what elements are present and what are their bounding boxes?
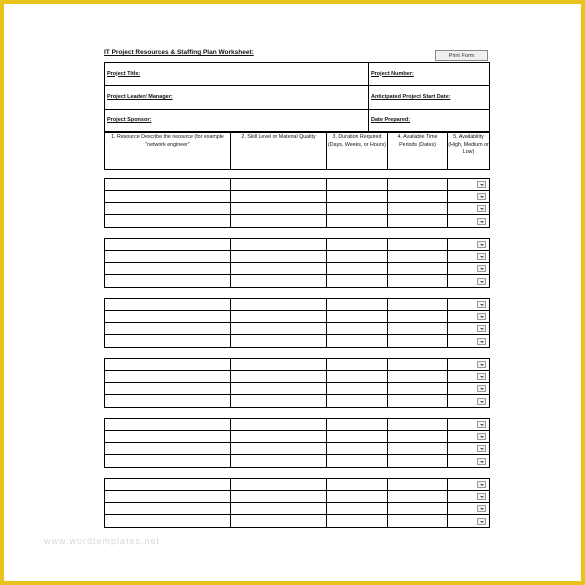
availability-cell[interactable] xyxy=(448,263,489,274)
date-prepared-field[interactable]: Date Prepared: xyxy=(371,117,411,123)
resource-cell[interactable] xyxy=(105,359,231,370)
skill-cell[interactable] xyxy=(231,443,327,454)
resource-cell[interactable] xyxy=(105,431,231,442)
available-time-cell[interactable] xyxy=(388,503,448,514)
table-row xyxy=(105,443,489,455)
resource-cell[interactable] xyxy=(105,203,231,214)
skill-cell[interactable] xyxy=(231,251,327,262)
resource-cell[interactable] xyxy=(105,491,231,502)
availability-cell[interactable] xyxy=(448,299,489,310)
chevron-down-icon[interactable] xyxy=(477,301,486,308)
available-time-cell[interactable] xyxy=(388,383,448,394)
available-time-cell[interactable] xyxy=(388,335,448,347)
table-row xyxy=(105,431,489,443)
resource-cell[interactable] xyxy=(105,311,231,322)
resource-cell[interactable] xyxy=(105,455,231,467)
chevron-down-icon[interactable] xyxy=(477,361,486,368)
column-header-resource: 1. Resource Describe the resource (for example "network engineer" xyxy=(105,133,231,169)
resource-cell[interactable] xyxy=(105,179,231,190)
skill-cell[interactable] xyxy=(231,419,327,430)
duration-cell[interactable] xyxy=(327,479,388,490)
available-time-cell[interactable] xyxy=(388,443,448,454)
resource-cell[interactable] xyxy=(105,419,231,430)
resource-cell[interactable] xyxy=(105,371,231,382)
availability-cell[interactable] xyxy=(448,515,489,527)
skill-cell[interactable] xyxy=(231,371,327,382)
skill-cell[interactable] xyxy=(231,503,327,514)
duration-cell[interactable] xyxy=(327,179,388,190)
resource-cell[interactable] xyxy=(105,191,231,202)
resource-cell[interactable] xyxy=(105,443,231,454)
resource-block xyxy=(104,478,490,528)
availability-cell[interactable] xyxy=(448,335,489,347)
duration-cell[interactable] xyxy=(327,455,388,467)
skill-cell[interactable] xyxy=(231,359,327,370)
availability-cell[interactable] xyxy=(448,431,489,442)
project-number-field[interactable]: Project Number: xyxy=(371,70,414,77)
chevron-down-icon[interactable] xyxy=(477,493,486,500)
availability-cell[interactable] xyxy=(448,323,489,334)
chevron-down-icon[interactable] xyxy=(477,278,486,285)
resource-cell[interactable] xyxy=(105,299,231,310)
duration-cell[interactable] xyxy=(327,371,388,382)
resource-cell[interactable] xyxy=(105,323,231,334)
skill-cell[interactable] xyxy=(231,215,327,227)
table-row xyxy=(105,419,489,431)
available-time-cell[interactable] xyxy=(388,359,448,370)
duration-cell[interactable] xyxy=(327,515,388,527)
table-row xyxy=(105,275,489,287)
skill-cell[interactable] xyxy=(231,311,327,322)
table-row xyxy=(105,251,489,263)
resource-block xyxy=(104,238,490,288)
table-row xyxy=(105,335,489,347)
chevron-down-icon[interactable] xyxy=(477,518,486,525)
resource-block xyxy=(104,418,490,468)
chevron-down-icon[interactable] xyxy=(477,205,486,212)
availability-cell[interactable] xyxy=(448,215,489,227)
chevron-down-icon[interactable] xyxy=(477,481,486,488)
availability-cell[interactable] xyxy=(448,275,489,287)
available-time-cell[interactable] xyxy=(388,239,448,250)
duration-cell[interactable] xyxy=(327,215,388,227)
resource-cell[interactable] xyxy=(105,515,231,527)
available-time-cell[interactable] xyxy=(388,515,448,527)
availability-cell[interactable] xyxy=(448,383,489,394)
table-row xyxy=(105,311,489,323)
resource-cell[interactable] xyxy=(105,395,231,407)
chevron-down-icon[interactable] xyxy=(477,313,486,320)
chevron-down-icon[interactable] xyxy=(477,398,486,405)
availability-cell[interactable] xyxy=(448,203,489,214)
available-time-cell[interactable] xyxy=(388,215,448,227)
duration-cell[interactable] xyxy=(327,251,388,262)
table-row xyxy=(105,263,489,275)
skill-cell[interactable] xyxy=(231,479,327,490)
project-leader-field[interactable]: Project Leader/ Manager: xyxy=(105,86,369,109)
duration-cell[interactable] xyxy=(327,191,388,202)
resource-cell[interactable] xyxy=(105,239,231,250)
skill-cell[interactable] xyxy=(231,239,327,250)
resource-cell[interactable] xyxy=(105,275,231,287)
skill-cell[interactable] xyxy=(231,395,327,407)
resource-cell[interactable] xyxy=(105,503,231,514)
chevron-down-icon[interactable] xyxy=(477,241,486,248)
available-time-cell[interactable] xyxy=(388,263,448,274)
column-header-row xyxy=(104,132,490,170)
skill-cell[interactable] xyxy=(231,191,327,202)
available-time-cell[interactable] xyxy=(388,479,448,490)
duration-cell[interactable] xyxy=(327,323,388,334)
chevron-down-icon[interactable] xyxy=(477,421,486,428)
table-row xyxy=(105,515,489,527)
chevron-down-icon[interactable] xyxy=(477,433,486,440)
resource-block xyxy=(104,358,490,408)
chevron-down-icon[interactable] xyxy=(477,458,486,465)
available-time-cell[interactable] xyxy=(388,323,448,334)
availability-cell[interactable] xyxy=(448,479,489,490)
availability-cell[interactable] xyxy=(448,179,489,190)
availability-cell[interactable] xyxy=(448,359,489,370)
available-time-cell[interactable] xyxy=(388,419,448,430)
duration-cell[interactable] xyxy=(327,203,388,214)
resource-cell[interactable] xyxy=(105,479,231,490)
available-time-cell[interactable] xyxy=(388,191,448,202)
chevron-down-icon[interactable] xyxy=(477,505,486,512)
availability-cell[interactable] xyxy=(448,455,489,467)
table-row xyxy=(105,503,489,515)
table-row xyxy=(105,455,489,467)
availability-cell[interactable] xyxy=(448,503,489,514)
table-row xyxy=(105,395,489,407)
chevron-down-icon[interactable] xyxy=(477,265,486,272)
skill-cell[interactable] xyxy=(231,299,327,310)
available-time-cell[interactable] xyxy=(388,275,448,287)
availability-cell[interactable] xyxy=(448,239,489,250)
duration-cell[interactable] xyxy=(327,311,388,322)
availability-cell[interactable] xyxy=(448,191,489,202)
skill-cell[interactable] xyxy=(231,263,327,274)
table-row xyxy=(105,179,489,191)
available-time-cell[interactable] xyxy=(388,431,448,442)
availability-cell[interactable] xyxy=(448,491,489,502)
skill-cell[interactable] xyxy=(231,323,327,334)
worksheet-page xyxy=(4,4,581,581)
table-row xyxy=(105,203,489,215)
availability-cell[interactable] xyxy=(448,371,489,382)
skill-cell[interactable] xyxy=(231,335,327,347)
table-row xyxy=(105,383,489,395)
skill-cell[interactable] xyxy=(231,275,327,287)
skill-cell[interactable] xyxy=(231,515,327,527)
table-row xyxy=(105,215,489,227)
duration-cell[interactable] xyxy=(327,419,388,430)
skill-cell[interactable] xyxy=(231,491,327,502)
table-row xyxy=(105,323,489,335)
duration-cell[interactable] xyxy=(327,431,388,442)
available-time-cell[interactable] xyxy=(388,455,448,467)
resource-cell[interactable] xyxy=(105,383,231,394)
column-header-available-time: 4. Available Time Periods (Dates) xyxy=(388,133,448,169)
chevron-down-icon[interactable] xyxy=(477,445,486,452)
available-time-cell[interactable] xyxy=(388,179,448,190)
availability-cell[interactable] xyxy=(448,311,489,322)
duration-cell[interactable] xyxy=(327,275,388,287)
chevron-down-icon[interactable] xyxy=(477,338,486,345)
available-time-cell[interactable] xyxy=(388,371,448,382)
skill-cell[interactable] xyxy=(231,431,327,442)
duration-cell[interactable] xyxy=(327,299,388,310)
table-row xyxy=(105,359,489,371)
skill-cell[interactable] xyxy=(231,455,327,467)
chevron-down-icon[interactable] xyxy=(477,385,486,392)
resource-cell[interactable] xyxy=(105,215,231,227)
duration-cell[interactable] xyxy=(327,263,388,274)
info-row xyxy=(104,62,490,86)
resource-cell[interactable] xyxy=(105,251,231,262)
duration-cell[interactable] xyxy=(327,239,388,250)
available-time-cell[interactable] xyxy=(388,299,448,310)
duration-cell[interactable] xyxy=(327,503,388,514)
worksheet-title: IT Project Resources & Staffing Plan Worksheet: xyxy=(104,49,254,56)
column-header-duration: 3. Duration Required (Days, Weeks, or Hours) xyxy=(327,133,388,169)
available-time-cell[interactable] xyxy=(388,203,448,214)
chevron-down-icon[interactable] xyxy=(477,325,486,332)
project-title-field[interactable]: Project Title: xyxy=(105,63,369,85)
chevron-down-icon[interactable] xyxy=(477,193,486,200)
duration-cell[interactable] xyxy=(327,383,388,394)
availability-cell[interactable] xyxy=(448,251,489,262)
chevron-down-icon[interactable] xyxy=(477,253,486,260)
column-header-availability: 5. Availability (High, Medium or Low) xyxy=(448,134,489,155)
watermark: www.wordtemplates.net xyxy=(44,536,161,546)
table-row xyxy=(105,371,489,383)
available-time-cell[interactable] xyxy=(388,251,448,262)
availability-cell[interactable] xyxy=(448,443,489,454)
duration-cell[interactable] xyxy=(327,491,388,502)
project-info-table xyxy=(104,62,490,132)
duration-cell[interactable] xyxy=(327,395,388,407)
info-row xyxy=(104,110,490,132)
project-sponsor-field[interactable]: Project Sponsor: xyxy=(105,110,369,131)
anticipated-start-field[interactable]: Anticipated Project Start Date: xyxy=(371,94,451,100)
table-row xyxy=(105,491,489,503)
info-row xyxy=(104,86,490,110)
skill-cell[interactable] xyxy=(231,179,327,190)
duration-cell[interactable] xyxy=(327,359,388,370)
table-row xyxy=(105,479,489,491)
availability-cell[interactable] xyxy=(448,395,489,407)
chevron-down-icon[interactable] xyxy=(477,373,486,380)
table-row xyxy=(105,299,489,311)
chevron-down-icon[interactable] xyxy=(477,218,486,225)
table-row xyxy=(105,191,489,203)
column-header-skill: 2. Skill Level or Material Quality xyxy=(231,133,327,169)
table-row xyxy=(105,239,489,251)
chevron-down-icon[interactable] xyxy=(477,181,486,188)
skill-cell[interactable] xyxy=(231,203,327,214)
resource-cell[interactable] xyxy=(105,335,231,347)
available-time-cell[interactable] xyxy=(388,311,448,322)
available-time-cell[interactable] xyxy=(388,395,448,407)
available-time-cell[interactable] xyxy=(388,491,448,502)
skill-cell[interactable] xyxy=(231,383,327,394)
resource-block xyxy=(104,178,490,228)
duration-cell[interactable] xyxy=(327,443,388,454)
availability-cell[interactable] xyxy=(448,419,489,430)
resource-block xyxy=(104,298,490,348)
duration-cell[interactable] xyxy=(327,335,388,347)
resource-cell[interactable] xyxy=(105,263,231,274)
print-form-button[interactable]: Print Form xyxy=(435,50,488,61)
